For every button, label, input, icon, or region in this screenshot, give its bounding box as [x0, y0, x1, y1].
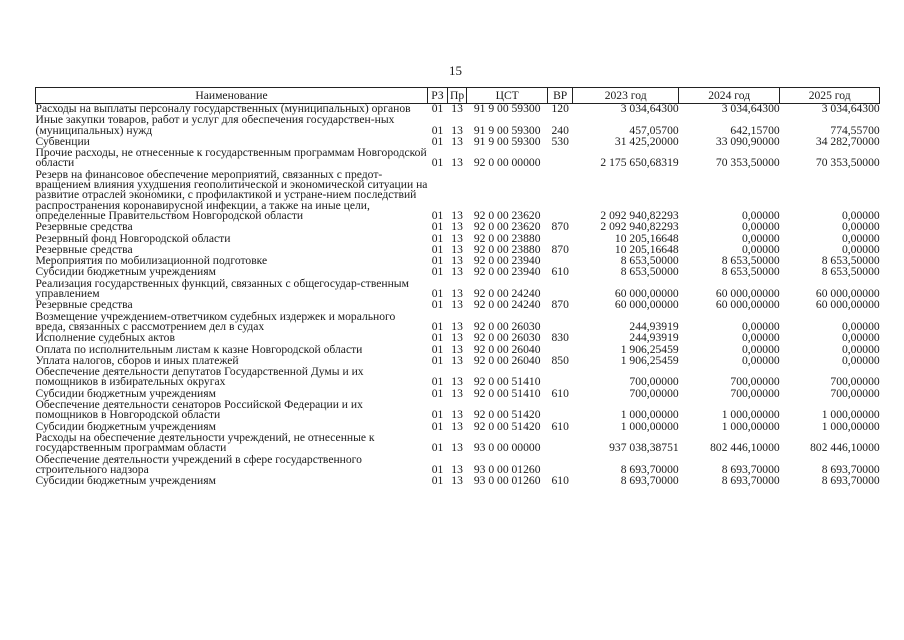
- row-name: Резервный фонд Новгородской области: [35, 231, 231, 245]
- row-value-2025: 1 000,00000: [821, 408, 880, 422]
- row-value-2023: 8 653,50000: [620, 265, 679, 279]
- row-pr: 13: [451, 242, 463, 256]
- row-rz: 01: [431, 134, 444, 148]
- row-name: Исполнение судебных актов: [35, 331, 175, 345]
- row-vr: 610: [551, 386, 569, 400]
- row-value-2025: 70 353,50000: [815, 156, 880, 170]
- row-value-2025: 60 000,00000: [815, 287, 880, 301]
- row-rz: 01: [431, 353, 444, 367]
- row-cst: 92 0 00 26030: [473, 319, 541, 333]
- row-name: Реализация государственных функций, связанных с общегосудар-ственным управлением: [35, 276, 409, 301]
- header-name: Наименование: [36, 88, 428, 104]
- row-rz: 01: [431, 408, 444, 422]
- row-value-2024: 1 000,00000: [721, 408, 780, 422]
- row-name: Субсидии бюджетным учреждениям: [35, 474, 216, 488]
- header-2025: 2025 год: [780, 88, 880, 104]
- row-pr: 13: [451, 462, 463, 476]
- row-rz: 01: [431, 419, 444, 433]
- row-value-2025: 774,55700: [830, 123, 880, 137]
- row-name: Обеспечение деятельности депутатов Государственной Думы и их помощников в избирательных округах: [35, 365, 364, 389]
- row-value-2024: 1 000,00000: [721, 419, 780, 433]
- row-pr: 13: [451, 298, 463, 312]
- row-value-2024: 802 446,10000: [710, 441, 780, 455]
- row-name: Прочие расходы, не отнесенные к государственным программам Новгородской области: [35, 146, 427, 170]
- row-value-2025: 8 653,50000: [821, 254, 880, 268]
- row-cst: 91 9 00 59300: [473, 102, 541, 115]
- row-value-2024: 0,00000: [741, 231, 780, 245]
- row-cst: 92 0 00 23880: [473, 242, 541, 256]
- row-cst: 93 0 00 01260: [473, 462, 541, 476]
- row-rz: 01: [431, 156, 444, 170]
- row-name: Уплата налогов, сборов и иных платежей: [35, 353, 239, 367]
- row-value-2023: 10 205,16648: [614, 242, 679, 256]
- page-number: 15: [449, 63, 462, 78]
- row-value-2025: 0,00000: [841, 342, 880, 356]
- budget-table: [35, 87, 880, 487]
- table-body: [36, 104, 880, 488]
- row-value-2023: 1 000,00000: [620, 408, 679, 422]
- header-rz: РЗ: [428, 88, 448, 104]
- row-value-2024: 70 353,50000: [715, 156, 780, 170]
- row-value-2025: 8 693,70000: [821, 474, 880, 488]
- header-2023: 2023 год: [573, 88, 679, 104]
- table-row: [36, 455, 880, 477]
- row-name: Расходы на обеспечение деятельности учреждений, не отнесенные к государственным программам области: [35, 430, 375, 455]
- row-vr: 870: [551, 220, 569, 234]
- row-vr: [548, 455, 573, 477]
- row-pr: 13: [451, 342, 463, 356]
- row-vr: 610: [551, 419, 569, 433]
- row-value-2023: 3 034,64300: [620, 102, 679, 115]
- row-name: Субсидии бюджетным учреждениям: [35, 265, 216, 279]
- row-value-2023: 700,00000: [629, 386, 679, 400]
- row-pr: 13: [451, 254, 463, 268]
- row-rz: 01: [431, 242, 444, 256]
- row-value-2023: 8 693,70000: [620, 462, 679, 476]
- row-name: Возмещение учреждением-ответчиком судебных издержек и морального вреда, связанных с рассмотрением дел в судах: [35, 309, 396, 333]
- row-name: Расходы на выплаты персоналу государственных (муниципальных) органов: [35, 102, 411, 115]
- row-cst: 92 0 00 23620: [473, 208, 541, 222]
- row-value-2025: 0,00000: [841, 353, 880, 367]
- row-vr: 850: [551, 353, 569, 367]
- row-value-2025: 700,00000: [830, 375, 880, 389]
- row-cst: 92 0 00 24240: [473, 287, 541, 301]
- row-value-2024: 8 653,50000: [721, 254, 780, 268]
- row-vr: [548, 312, 573, 334]
- row-cst: 92 0 00 26040: [473, 342, 541, 356]
- row-vr: [548, 433, 573, 455]
- row-value-2023: 457,05700: [629, 123, 679, 137]
- row-value-2024: 0,00000: [741, 319, 780, 333]
- row-value-2025: 8 653,50000: [821, 265, 880, 279]
- row-vr: [548, 170, 573, 222]
- row-pr: 13: [451, 231, 463, 245]
- row-value-2023: 8 693,70000: [620, 474, 679, 488]
- row-name: Резервные средства: [35, 242, 133, 256]
- row-value-2024: 0,00000: [741, 220, 780, 234]
- row-name: Обеспечение деятельности учреждений в сфере государственного строительного надзора: [35, 452, 362, 476]
- row-value-2023: 60 000,00000: [614, 287, 679, 301]
- table-row: [36, 476, 880, 487]
- header-vr: ВР: [548, 88, 573, 104]
- table-row: [36, 279, 880, 301]
- row-value-2025: 0,00000: [841, 231, 880, 245]
- row-name: Резерв на финансовое обеспечение мероприятий, связанных с предот-вращением влияния ухудшения геополитической и экономической ситуации на развитие отраслей экономики, с профилактикой и устране-нием последствий распространения коронавирусной инфекции, а также на иные цели, определенные Правительством Новгородской области: [35, 167, 428, 222]
- row-rz: 01: [431, 331, 444, 345]
- row-vr: 870: [551, 242, 569, 256]
- row-value-2025: 34 282,70000: [815, 134, 880, 148]
- row-name: Мероприятия по мобилизационной подготовке: [35, 254, 268, 268]
- row-cst: 91 9 00 59300: [473, 123, 541, 137]
- row-value-2023: 2 175 650,68319: [600, 156, 679, 170]
- row-vr: 610: [551, 265, 569, 279]
- row-cst: 92 0 00 51410: [473, 375, 541, 389]
- row-value-2023: 31 425,20000: [614, 134, 679, 148]
- table-row: [36, 115, 880, 137]
- row-value-2023: 937 038,38751: [609, 441, 679, 455]
- row-pr: 13: [451, 441, 463, 455]
- row-value-2023: 60 000,00000: [614, 298, 679, 312]
- row-cst: 92 0 00 51420: [473, 408, 541, 422]
- row-value-2023: 1 000,00000: [620, 419, 679, 433]
- header-cst: ЦСТ: [467, 88, 548, 104]
- row-rz: 01: [431, 265, 444, 279]
- row-name: Резервные средства: [35, 220, 133, 234]
- row-vr: 610: [551, 474, 569, 488]
- row-value-2024: 8 693,70000: [721, 474, 780, 488]
- row-pr: 13: [451, 386, 463, 400]
- row-name: Субсидии бюджетным учреждениям: [35, 386, 216, 400]
- row-rz: 01: [431, 287, 444, 301]
- row-cst: 92 0 00 23620: [473, 220, 541, 234]
- header-pr: Пр: [448, 88, 467, 104]
- row-pr: 13: [451, 319, 463, 333]
- row-name: Оплата по исполнительным листам к казне Новгородской области: [35, 342, 363, 356]
- row-value-2024: 3 034,64300: [721, 102, 780, 115]
- row-value-2025: 0,00000: [841, 242, 880, 256]
- row-cst: 92 0 00 23880: [473, 231, 541, 245]
- row-pr: 13: [451, 123, 463, 137]
- row-cst: 92 0 00 26030: [473, 331, 541, 345]
- row-rz: 01: [431, 462, 444, 476]
- table-row: [36, 148, 880, 170]
- header-2024: 2024 год: [679, 88, 780, 104]
- row-cst: 92 0 00 23940: [473, 254, 541, 268]
- row-rz: 01: [431, 231, 444, 245]
- row-cst: 93 0 00 00000: [473, 441, 541, 455]
- row-value-2025: 0,00000: [841, 331, 880, 345]
- row-pr: 13: [451, 134, 463, 148]
- row-value-2023: 2 092 940,82293: [600, 208, 679, 222]
- row-rz: 01: [431, 298, 444, 312]
- row-value-2023: 244,93919: [629, 319, 679, 333]
- row-vr: 240: [551, 123, 569, 137]
- row-value-2023: 10 205,16648: [614, 231, 679, 245]
- row-rz: 01: [431, 254, 444, 268]
- row-value-2024: 0,00000: [741, 342, 780, 356]
- row-rz: 01: [431, 375, 444, 389]
- row-cst: 92 0 00 00000: [473, 156, 541, 170]
- row-vr: 830: [551, 331, 569, 345]
- row-value-2024: 33 090,90000: [715, 134, 780, 148]
- row-rz: 01: [431, 319, 444, 333]
- row-vr: 870: [551, 298, 569, 312]
- row-vr: [548, 148, 573, 170]
- row-value-2025: 0,00000: [841, 208, 880, 222]
- row-cst: 92 0 00 26040: [473, 353, 541, 367]
- row-pr: 13: [451, 102, 463, 115]
- row-rz: 01: [431, 342, 444, 356]
- row-cst: 92 0 00 24240: [473, 298, 541, 312]
- row-value-2024: 0,00000: [741, 353, 780, 367]
- table-row: [36, 312, 880, 334]
- row-name: Субсидии бюджетным учреждениям: [35, 419, 216, 433]
- row-value-2024: 8 653,50000: [721, 265, 780, 279]
- row-pr: 13: [451, 353, 463, 367]
- row-value-2025: 3 034,64300: [821, 102, 880, 115]
- row-cst: 92 0 00 51410: [473, 386, 541, 400]
- row-value-2024: 60 000,00000: [715, 298, 780, 312]
- row-cst: 92 0 00 51420: [473, 419, 541, 433]
- row-value-2023: 244,93919: [629, 331, 679, 345]
- row-value-2025: 700,00000: [830, 386, 880, 400]
- row-value-2023: 2 092 940,82293: [600, 220, 679, 234]
- row-pr: 13: [451, 408, 463, 422]
- row-value-2024: 700,00000: [730, 386, 780, 400]
- table-row: [36, 170, 880, 222]
- row-name: Резервные средства: [35, 298, 133, 312]
- row-rz: 01: [431, 386, 444, 400]
- row-cst: 93 0 00 01260: [473, 474, 541, 488]
- row-cst: 92 0 00 23940: [473, 265, 541, 279]
- row-rz: 01: [431, 208, 444, 222]
- row-vr: 530: [551, 134, 569, 148]
- row-value-2025: 0,00000: [841, 319, 880, 333]
- row-rz: 01: [431, 441, 444, 455]
- row-pr: 13: [451, 375, 463, 389]
- row-value-2025: 1 000,00000: [821, 419, 880, 433]
- table-row: [36, 367, 880, 389]
- row-rz: 01: [431, 220, 444, 234]
- row-value-2024: 642,15700: [730, 123, 780, 137]
- row-name: Обеспечение деятельности сенаторов Российской Федерации и их помощников в Новгородской области: [35, 398, 363, 422]
- row-pr: 13: [451, 208, 463, 222]
- table-row: [36, 400, 880, 422]
- row-pr: 13: [451, 474, 463, 488]
- row-pr: 13: [451, 220, 463, 234]
- row-value-2023: 1 906,25459: [620, 353, 679, 367]
- row-pr: 13: [451, 265, 463, 279]
- row-rz: 01: [431, 102, 444, 115]
- row-value-2024: 0,00000: [741, 242, 780, 256]
- row-value-2024: 60 000,00000: [715, 287, 780, 301]
- row-value-2023: 700,00000: [629, 375, 679, 389]
- row-name: Иные закупки товаров, работ и услуг для обеспечения государствен-ных (муниципальных) нужд: [35, 113, 395, 137]
- row-vr: [548, 400, 573, 422]
- row-rz: 01: [431, 123, 444, 137]
- row-vr: [548, 279, 573, 301]
- table-row: [36, 433, 880, 455]
- row-value-2025: 802 446,10000: [810, 441, 880, 455]
- row-value-2024: 8 693,70000: [721, 462, 780, 476]
- row-value-2025: 60 000,00000: [815, 298, 880, 312]
- row-pr: 13: [451, 419, 463, 433]
- row-value-2023: 1 906,25459: [620, 342, 679, 356]
- row-value-2024: 700,00000: [730, 375, 780, 389]
- row-name: Субвенции: [35, 134, 90, 148]
- row-pr: 13: [451, 331, 463, 345]
- row-rz: 01: [431, 474, 444, 488]
- row-value-2025: 8 693,70000: [821, 462, 880, 476]
- row-cst: 91 9 00 59300: [473, 134, 541, 148]
- row-vr: [548, 367, 573, 389]
- row-value-2024: 0,00000: [741, 331, 780, 345]
- row-pr: 13: [451, 156, 463, 170]
- row-vr: 120: [551, 102, 569, 115]
- row-pr: 13: [451, 287, 463, 301]
- row-value-2025: 0,00000: [841, 220, 880, 234]
- row-value-2024: 0,00000: [741, 208, 780, 222]
- row-value-2023: 8 653,50000: [620, 254, 679, 268]
